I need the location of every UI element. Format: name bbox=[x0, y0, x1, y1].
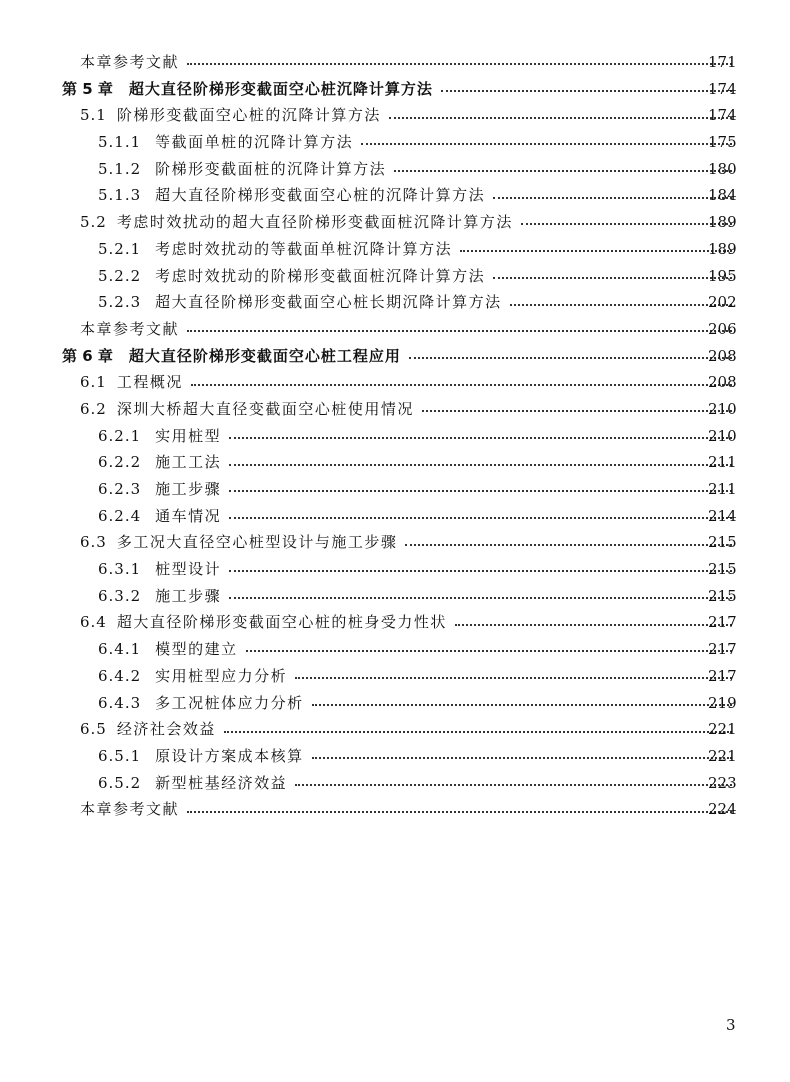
toc-line bbox=[0, 49, 738, 76]
toc-section-title: 原设计方案成本核算 bbox=[155, 746, 304, 765]
toc-section-title: 考虑时效扰动的阶梯形变截面桩沉降计算方法 bbox=[155, 266, 486, 285]
toc-dot-leader bbox=[510, 304, 732, 306]
toc-section-entry bbox=[0, 743, 790, 770]
toc-dot-leader bbox=[187, 330, 732, 332]
toc-dot-leader bbox=[409, 357, 732, 359]
toc-page-number: 215 bbox=[708, 533, 737, 552]
toc-page-number: 208 bbox=[708, 373, 737, 392]
toc-references-entry bbox=[0, 49, 790, 76]
table-of-contents bbox=[0, 49, 790, 823]
toc-section-number: 6.2.2 bbox=[98, 453, 142, 472]
toc-section-number: 6.4.1 bbox=[98, 640, 142, 659]
toc-page-number: 210 bbox=[708, 399, 737, 418]
toc-section-entry bbox=[0, 396, 790, 423]
toc-page-number: 211 bbox=[708, 453, 737, 472]
toc-page-number: 208 bbox=[708, 346, 737, 365]
toc-line bbox=[0, 129, 738, 156]
toc-line bbox=[0, 263, 738, 290]
toc-section-entry bbox=[0, 236, 790, 263]
toc-section-number: 6.2.4 bbox=[98, 506, 142, 525]
toc-page-number: 174 bbox=[708, 79, 737, 98]
toc-section-number: 6.3.1 bbox=[98, 560, 142, 579]
toc-line bbox=[0, 236, 738, 263]
toc-line bbox=[0, 423, 738, 450]
toc-line bbox=[0, 156, 738, 183]
toc-section-number: 6.5 bbox=[80, 720, 107, 739]
toc-line bbox=[0, 343, 738, 370]
toc-references-entry bbox=[0, 316, 790, 343]
toc-line bbox=[0, 76, 738, 103]
toc-section-entry bbox=[0, 129, 790, 156]
toc-page-number: 217 bbox=[708, 613, 737, 632]
toc-dot-leader bbox=[229, 570, 732, 572]
toc-section-number: 第 5 章 bbox=[62, 79, 113, 98]
toc-page-number: 215 bbox=[708, 586, 737, 605]
toc-section-number: 5.2 bbox=[80, 213, 107, 232]
toc-dot-leader bbox=[187, 63, 732, 65]
toc-dot-leader bbox=[229, 597, 732, 599]
toc-section-title: 通车情况 bbox=[155, 506, 222, 525]
toc-section-title: 超大直径阶梯形变截面空心桩沉降计算方法 bbox=[128, 79, 433, 98]
toc-section-title: 本章参考文献 bbox=[80, 800, 180, 819]
toc-section-entry bbox=[0, 556, 790, 583]
toc-section-entry bbox=[0, 529, 790, 556]
toc-line bbox=[0, 316, 738, 343]
toc-section-title: 阶梯形变截面空心桩的沉降计算方法 bbox=[116, 106, 381, 125]
toc-section-entry bbox=[0, 156, 790, 183]
toc-page-number: 215 bbox=[708, 560, 737, 579]
toc-section-entry bbox=[0, 716, 790, 743]
toc-line bbox=[0, 396, 738, 423]
toc-page-number: 224 bbox=[708, 800, 737, 819]
toc-page-number: 180 bbox=[708, 159, 737, 178]
toc-section-entry bbox=[0, 449, 790, 476]
toc-section-number: 5.1.3 bbox=[98, 186, 142, 205]
toc-section-entry bbox=[0, 690, 790, 717]
toc-dot-leader bbox=[187, 811, 732, 813]
toc-section-number: 5.2.3 bbox=[98, 293, 142, 312]
toc-dot-leader bbox=[361, 143, 732, 145]
toc-section-title: 超大直径阶梯形变截面空心桩长期沉降计算方法 bbox=[155, 293, 502, 312]
toc-section-title: 深圳大桥超大直径变截面空心桩使用情况 bbox=[116, 399, 414, 418]
toc-dot-leader bbox=[460, 250, 732, 252]
toc-section-title: 施工工法 bbox=[155, 453, 222, 472]
toc-section-number: 5.1.2 bbox=[98, 159, 142, 178]
toc-chapter-entry bbox=[0, 343, 790, 370]
toc-dot-leader bbox=[441, 90, 732, 92]
toc-line bbox=[0, 556, 738, 583]
toc-section-title: 桩型设计 bbox=[155, 560, 222, 579]
toc-dot-leader bbox=[422, 410, 732, 412]
toc-section-entry bbox=[0, 609, 790, 636]
toc-page-number: 214 bbox=[708, 506, 737, 525]
toc-section-entry bbox=[0, 263, 790, 290]
toc-section-number: 6.2.3 bbox=[98, 480, 142, 498]
toc-dot-leader bbox=[394, 170, 732, 172]
toc-line bbox=[0, 663, 738, 690]
toc-section-title: 多工况大直径空心桩型设计与施工步骤 bbox=[116, 533, 398, 552]
toc-section-entry bbox=[0, 102, 790, 129]
toc-section-number: 5.2.2 bbox=[98, 266, 142, 285]
toc-line bbox=[0, 449, 738, 476]
toc-dot-leader bbox=[312, 757, 732, 759]
toc-dot-leader bbox=[312, 704, 732, 706]
toc-page-number: 171 bbox=[708, 53, 737, 71]
toc-page-number: 211 bbox=[708, 480, 737, 498]
toc-section-entry bbox=[0, 289, 790, 316]
toc-line bbox=[0, 529, 738, 556]
toc-section-title: 考虑时效扰动的等截面单桩沉降计算方法 bbox=[155, 239, 453, 258]
toc-section-number: 6.4.2 bbox=[98, 666, 142, 685]
toc-section-entry bbox=[0, 503, 790, 530]
toc-dot-leader bbox=[455, 624, 732, 626]
toc-references-entry bbox=[0, 796, 790, 823]
toc-section-title: 新型桩基经济效益 bbox=[155, 773, 288, 792]
toc-dot-leader bbox=[405, 544, 732, 546]
toc-section-title: 超大直径阶梯形变截面空心桩工程应用 bbox=[128, 346, 401, 365]
toc-page-number: 221 bbox=[708, 720, 737, 739]
toc-dot-leader bbox=[295, 677, 732, 679]
toc-dot-leader bbox=[191, 384, 732, 386]
toc-section-title: 等截面单桩的沉降计算方法 bbox=[155, 133, 354, 152]
toc-line bbox=[0, 289, 738, 316]
toc-section-title: 阶梯形变截面桩的沉降计算方法 bbox=[155, 159, 387, 178]
toc-page-number: 195 bbox=[708, 266, 737, 285]
toc-section-number: 6.3.2 bbox=[98, 586, 142, 605]
toc-section-title: 多工况桩体应力分析 bbox=[155, 693, 304, 712]
toc-section-entry bbox=[0, 663, 790, 690]
toc-page-number: 217 bbox=[708, 640, 737, 659]
toc-section-number: 6.3 bbox=[80, 533, 107, 552]
toc-section-title: 超大直径阶梯形变截面空心桩的桩身受力性状 bbox=[116, 613, 447, 632]
toc-dot-leader bbox=[229, 437, 732, 439]
toc-section-number: 5.1 bbox=[80, 106, 107, 125]
toc-section-title: 超大直径阶梯形变截面空心桩的沉降计算方法 bbox=[155, 186, 486, 205]
toc-section-number: 5.2.1 bbox=[98, 239, 142, 258]
toc-page-number: 219 bbox=[708, 693, 737, 712]
toc-section-title: 经济社会效益 bbox=[116, 720, 216, 739]
toc-line bbox=[0, 182, 738, 209]
toc-section-entry bbox=[0, 209, 790, 236]
toc-line bbox=[0, 609, 738, 636]
toc-section-number: 第 6 章 bbox=[62, 346, 113, 365]
toc-page-number: 189 bbox=[708, 213, 737, 232]
toc-line bbox=[0, 102, 738, 129]
toc-dot-leader bbox=[521, 223, 732, 225]
toc-page-number: 217 bbox=[708, 666, 737, 685]
toc-line bbox=[0, 690, 738, 717]
toc-section-entry bbox=[0, 182, 790, 209]
toc-dot-leader bbox=[229, 517, 732, 519]
toc-section-title: 实用桩型应力分析 bbox=[155, 666, 288, 685]
toc-page-number: 174 bbox=[708, 106, 737, 125]
toc-dot-leader bbox=[389, 117, 732, 119]
toc-section-number: 6.2.1 bbox=[98, 426, 142, 445]
page-number: 3 bbox=[726, 1016, 736, 1034]
toc-section-number: 6.4 bbox=[80, 613, 107, 632]
toc-section-title: 本章参考文献 bbox=[80, 319, 180, 338]
toc-section-entry bbox=[0, 423, 790, 450]
toc-dot-leader bbox=[295, 784, 732, 786]
toc-line bbox=[0, 636, 738, 663]
toc-section-entry bbox=[0, 583, 790, 610]
toc-chapter-entry bbox=[0, 76, 790, 103]
toc-dot-leader bbox=[229, 490, 732, 492]
toc-dot-leader bbox=[229, 464, 732, 466]
toc-line bbox=[0, 209, 738, 236]
toc-line bbox=[0, 476, 738, 503]
toc-section-title: 实用桩型 bbox=[155, 426, 222, 445]
toc-dot-leader bbox=[493, 277, 732, 279]
toc-page-number: 189 bbox=[708, 239, 737, 258]
toc-section-entry bbox=[0, 369, 790, 396]
toc-section-entry bbox=[0, 770, 790, 797]
toc-line bbox=[0, 583, 738, 610]
toc-section-entry bbox=[0, 476, 790, 503]
toc-page-number: 175 bbox=[708, 133, 737, 152]
toc-line bbox=[0, 770, 738, 797]
toc-section-title: 施工步骤 bbox=[155, 586, 222, 605]
toc-section-title: 施工步骤 bbox=[155, 480, 222, 498]
toc-section-number: 6.4.3 bbox=[98, 693, 142, 712]
toc-section-title: 考虑时效扰动的超大直径阶梯形变截面桩沉降计算方法 bbox=[116, 213, 513, 232]
toc-section-entry bbox=[0, 636, 790, 663]
toc-section-title: 本章参考文献 bbox=[80, 53, 180, 71]
toc-section-number: 6.1 bbox=[80, 373, 107, 392]
toc-line bbox=[0, 796, 738, 823]
toc-section-title: 模型的建立 bbox=[155, 640, 238, 659]
toc-section-number: 5.1.1 bbox=[98, 133, 142, 152]
toc-line bbox=[0, 369, 738, 396]
toc-page-number: 221 bbox=[708, 746, 737, 765]
toc-section-number: 6.5.2 bbox=[98, 773, 142, 792]
toc-line bbox=[0, 503, 738, 530]
toc-page-number: 223 bbox=[708, 773, 737, 792]
toc-page-number: 202 bbox=[708, 293, 737, 312]
toc-page-number: 184 bbox=[708, 186, 737, 205]
toc-section-number: 6.5.1 bbox=[98, 746, 142, 765]
toc-section-title: 工程概况 bbox=[116, 373, 183, 392]
toc-dot-leader bbox=[224, 731, 732, 733]
toc-dot-leader bbox=[246, 650, 732, 652]
toc-line bbox=[0, 743, 738, 770]
toc-page-number: 206 bbox=[708, 319, 737, 338]
toc-dot-leader bbox=[493, 197, 732, 199]
toc-line bbox=[0, 716, 738, 743]
toc-page-number: 210 bbox=[708, 426, 737, 445]
toc-section-number: 6.2 bbox=[80, 399, 107, 418]
